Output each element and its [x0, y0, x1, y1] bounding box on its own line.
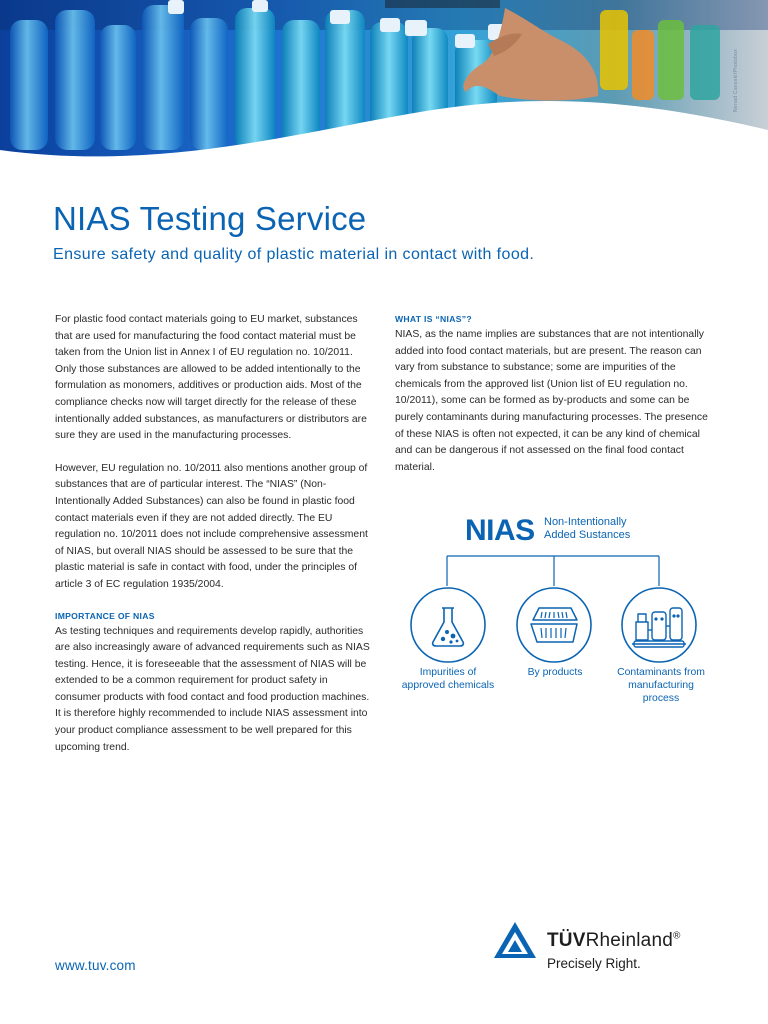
- triangle-logo-icon: [492, 920, 538, 960]
- contaminants-item: [620, 586, 698, 664]
- intro-paragraph: For plastic food contact materials going to EU market, substances that are used for manufacturing the food contact material must be taken from the Union list in Annex I of EU regulation no. 10/2011. Only those substances are allowed to be added intentionally to the formulation as monomers, additives or production aids. Most of the compliance checks now will target directly for the release of these intentionally added substances, as manufacturers or distributors are sure they are used in the manufacturing processes.: [55, 314, 367, 442]
- nias-mention-paragraph: However, EU regulation no. 10/2011 also mentions another group of substances that are of particular interest. The “NIAS” (Non-Intentionally Added Substances) can also be found in plastic food contact materials even if they are not added directly. The EU regulation no. 10/2011 does not include comprehensive assessment of NIAS, but overall NIAS should be assessed to be sure that the plastic material is safe in contact with food, under the principles of article 3 of EC regulation 1935/2004.: [55, 462, 368, 590]
- nias-expansion: [544, 516, 674, 542]
- nias-expansion-line1: Non-Intentionally: [544, 516, 627, 528]
- impurities-caption-line2: approved chemicals: [401, 680, 495, 691]
- bottles-shelf-image: [0, 0, 768, 170]
- by-products-caption: [505, 666, 605, 679]
- factory-icon: [620, 586, 698, 664]
- page-title: NIAS Testing Service: [53, 200, 367, 237]
- right-column: [395, 313, 717, 492]
- what-is-nias-heading: WHAT IS “NIAS”?: [395, 314, 472, 324]
- registered-mark: ®: [672, 930, 681, 942]
- website-link[interactable]: www.tuv.com: [55, 958, 136, 973]
- impurities-caption-line1: Impurities of: [419, 667, 477, 678]
- page-subtitle: Ensure safety and quality of plastic material in contact with food.: [53, 246, 535, 263]
- nias-expansion-line2: Added Sustances: [544, 529, 631, 541]
- tuv-rheinland-logo: [492, 918, 722, 978]
- what-is-nias-paragraph: NIAS, as the name implies are substances that are not intentionally added into food contact materials, but are present. The reason can vary from substance to substance; some are impurities of the chemicals from the approved list (Union list of EU regulation no. 10/2011), some can be formed as by-products and some can be purely contaminants during manufacturing processes. The presence of these NIAS is often not expected, it can be any kind of chemical and can be dangerous if not assessed on the final food contact material.: [395, 329, 708, 473]
- by-products-caption-line1: By products: [527, 667, 583, 678]
- logo-wordmark-bold: TÜV: [547, 930, 586, 951]
- logo-wordmark-regular: Rheinland: [585, 930, 673, 951]
- impurities-caption: [395, 666, 501, 692]
- logo-tagline: Precisely Right.: [547, 956, 641, 971]
- by-products-item: [515, 586, 593, 664]
- contaminants-caption-line2: manufacturing: [628, 680, 694, 691]
- food-container-icon: [515, 586, 593, 664]
- contaminants-caption-line3: process: [642, 693, 680, 704]
- nias-acronym: NIAS: [465, 514, 535, 547]
- left-column: [55, 312, 373, 772]
- logo-wordmark: [547, 930, 681, 952]
- impurities-item: [409, 586, 487, 664]
- hero-photo: [0, 0, 768, 170]
- photo-credit: Nenad Cavoski/Photobox: [733, 48, 739, 112]
- importance-paragraph: As testing techniques and requirements develop rapidly, authorities are also increasingly aware of advanced requirements such as NIAS testing. Hence, it is foreseeable that the assessment of NIAS will be extended to be a common requirement for product safety in consumer products with food contact and food production machines. It is therefore highly recommended to include NIAS assessment into your product compliance assessment to be well prepared for this upcoming trend.: [55, 625, 370, 753]
- nias-diagram: [395, 510, 725, 720]
- importance-heading: IMPORTANCE OF NIAS: [55, 610, 155, 621]
- contaminants-caption: [605, 666, 717, 705]
- flask-icon: [409, 586, 487, 664]
- contaminants-caption-line1: Contaminants from: [617, 667, 705, 678]
